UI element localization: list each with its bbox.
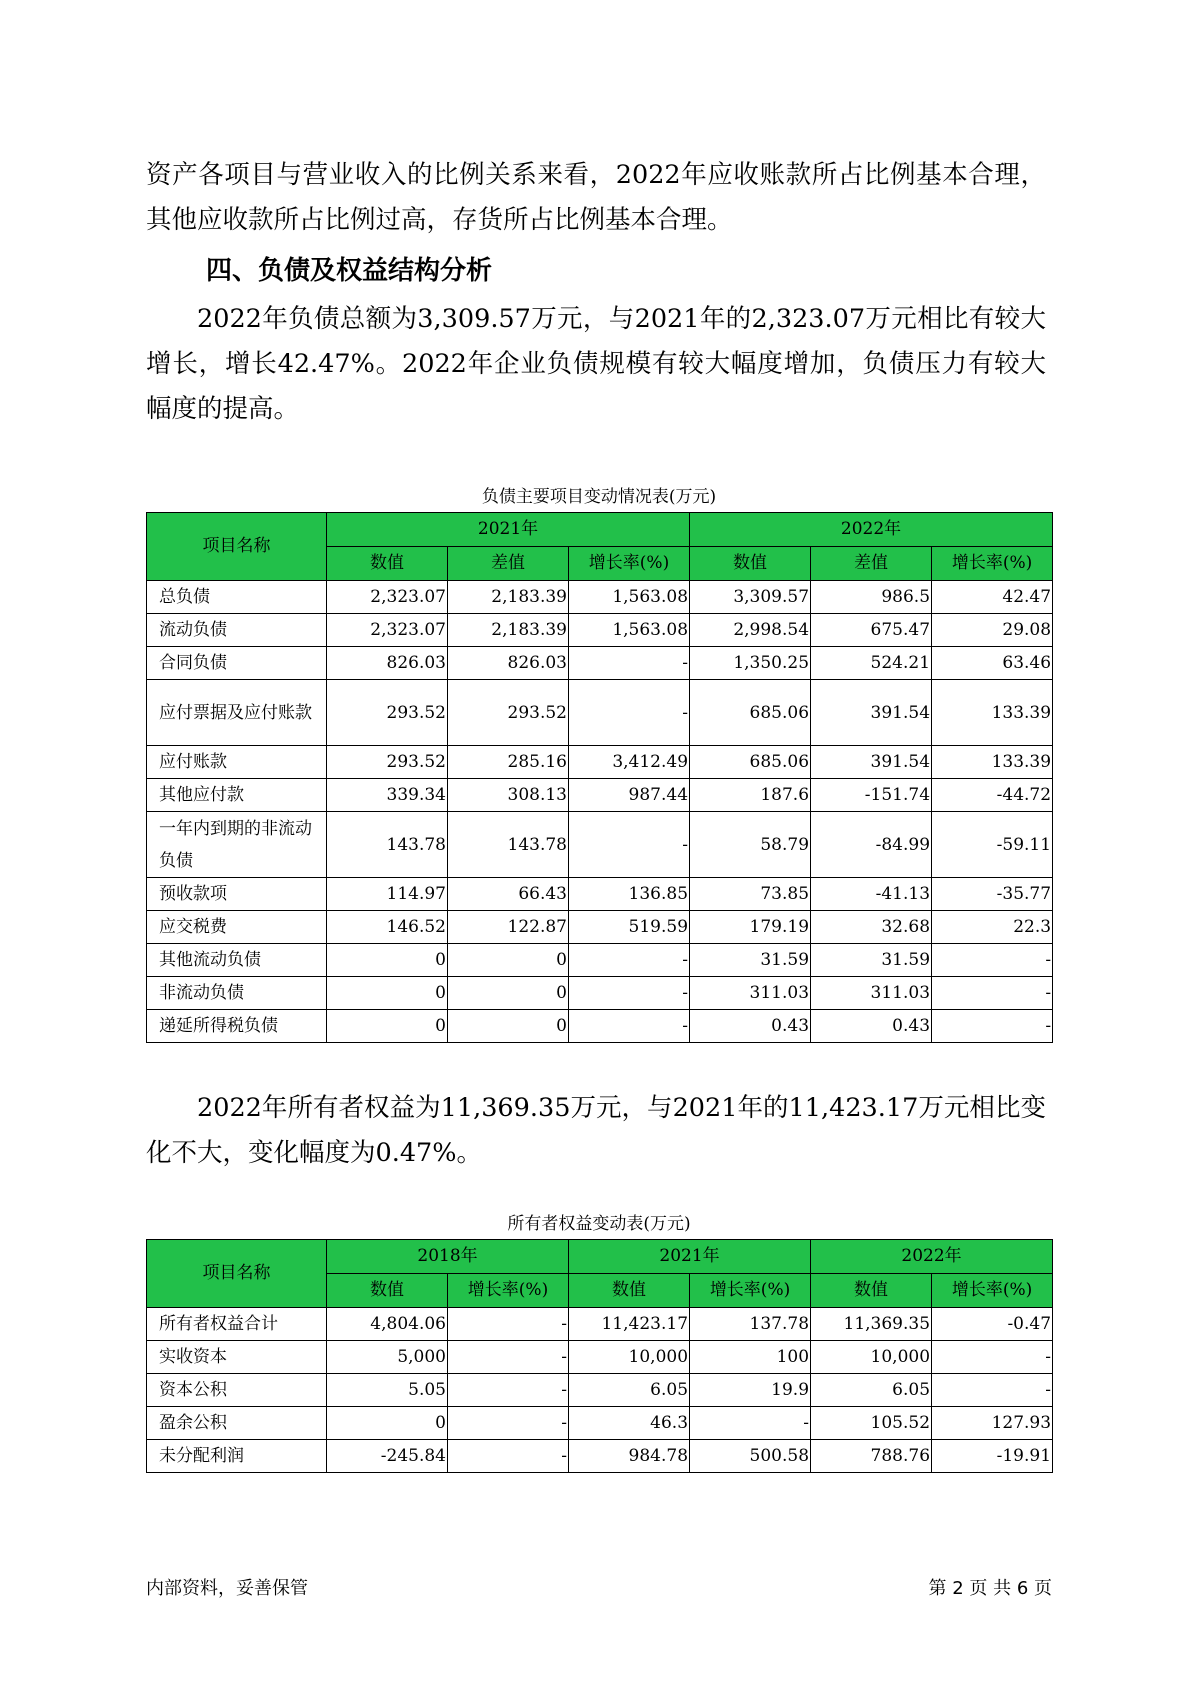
table-cell: 6.05 xyxy=(569,1374,690,1407)
table-row xyxy=(147,812,1053,878)
table-cell: 826.03 xyxy=(327,647,448,680)
table-cell: 66.43 xyxy=(448,878,569,911)
table-row xyxy=(147,1440,1053,1473)
table1-year-2021: 2021年 xyxy=(327,513,690,547)
table-cell: -84.99 xyxy=(811,812,932,878)
table-cell: - xyxy=(690,1407,811,1440)
table-cell: 10,000 xyxy=(569,1341,690,1374)
table-cell: 73.85 xyxy=(690,878,811,911)
table-cell: 285.16 xyxy=(448,746,569,779)
table-cell: 11,369.35 xyxy=(811,1308,932,1341)
table-cell: - xyxy=(569,977,690,1010)
table-cell: 143.78 xyxy=(327,812,448,878)
table-cell: 2,183.39 xyxy=(448,581,569,614)
table-cell: 5,000 xyxy=(327,1341,448,1374)
table1-sub-value: 数值 xyxy=(690,547,811,581)
table-cell: 31.59 xyxy=(811,944,932,977)
table-cell: 0.43 xyxy=(811,1010,932,1043)
table-cell: 114.97 xyxy=(327,878,448,911)
table-cell: -41.13 xyxy=(811,878,932,911)
table-cell: - xyxy=(448,1308,569,1341)
table-row xyxy=(147,911,1053,944)
table-cell: - xyxy=(448,1374,569,1407)
table-cell: - xyxy=(932,1374,1053,1407)
paragraph-asset-ratio: 资产各项目与营业收入的比例关系来看，2022年应收账款所占比例基本合理，其他应收款所占比例过高，存货所占比例基本合理。 xyxy=(146,160,1046,235)
footer-confidential: 内部资料，妥善保管 xyxy=(146,1578,308,1599)
liabilities-table xyxy=(146,512,1053,1043)
row-label: 应付票据及应付账款 xyxy=(147,680,327,746)
table1-sub-value: 数值 xyxy=(327,547,448,581)
table-cell: -35.77 xyxy=(932,878,1053,911)
table-cell: - xyxy=(448,1407,569,1440)
table-cell: 1,350.25 xyxy=(690,647,811,680)
table-cell: -245.84 xyxy=(327,1440,448,1473)
table-cell: 58.79 xyxy=(690,812,811,878)
row-label: 资本公积 xyxy=(147,1374,327,1407)
table-cell: 0 xyxy=(448,944,569,977)
table-cell: -151.74 xyxy=(811,779,932,812)
table-cell: -0.47 xyxy=(932,1308,1053,1341)
table-cell: 293.52 xyxy=(327,680,448,746)
table-row xyxy=(147,746,1053,779)
paragraph-liabilities: 2022年负债总额为3,309.57万元，与2021年的2,323.07万元相比有较大增长，增长42.47%。2022年企业负债规模有较大幅度增加，负债压力有较大幅度的提高。 xyxy=(146,304,1046,424)
table-cell: - xyxy=(569,812,690,878)
table-row xyxy=(147,581,1053,614)
table-cell: - xyxy=(569,944,690,977)
row-label: 其他应付款 xyxy=(147,779,327,812)
row-label: 预收款项 xyxy=(147,878,327,911)
table-cell: 311.03 xyxy=(690,977,811,1010)
equity-table xyxy=(146,1239,1053,1473)
table-cell: 2,183.39 xyxy=(448,614,569,647)
table-cell: 136.85 xyxy=(569,878,690,911)
section-heading: 四、负债及权益结构分析 xyxy=(206,256,493,286)
row-label: 流动负债 xyxy=(147,614,327,647)
table-cell: - xyxy=(932,1010,1053,1043)
table-cell: 293.52 xyxy=(448,680,569,746)
table-cell: 29.08 xyxy=(932,614,1053,647)
table-cell: 127.93 xyxy=(932,1407,1053,1440)
table-cell: 187.6 xyxy=(690,779,811,812)
table-cell: 2,323.07 xyxy=(327,581,448,614)
table-cell: -19.91 xyxy=(932,1440,1053,1473)
table-cell: - xyxy=(932,944,1053,977)
table-cell: 675.47 xyxy=(811,614,932,647)
table-row xyxy=(147,878,1053,911)
table-cell: 0 xyxy=(327,977,448,1010)
row-label: 所有者权益合计 xyxy=(147,1308,327,1341)
row-label: 实收资本 xyxy=(147,1341,327,1374)
table-row xyxy=(147,1407,1053,1440)
table-cell: 146.52 xyxy=(327,911,448,944)
table1-col-name: 项目名称 xyxy=(147,513,327,581)
table-cell: 2,998.54 xyxy=(690,614,811,647)
table-row xyxy=(147,1374,1053,1407)
table1-year-2022: 2022年 xyxy=(690,513,1053,547)
table-cell: -44.72 xyxy=(932,779,1053,812)
table-cell: 0 xyxy=(327,944,448,977)
row-label: 合同负债 xyxy=(147,647,327,680)
table2-sub-value: 数值 xyxy=(569,1274,690,1308)
row-label: 盈余公积 xyxy=(147,1407,327,1440)
row-label: 未分配利润 xyxy=(147,1440,327,1473)
table-cell: 2,323.07 xyxy=(327,614,448,647)
table-cell: 32.68 xyxy=(811,911,932,944)
table-cell: 133.39 xyxy=(932,746,1053,779)
table2-sub-value: 数值 xyxy=(811,1274,932,1308)
table-cell: 3,412.49 xyxy=(569,746,690,779)
table2-year-2018: 2018年 xyxy=(327,1240,569,1274)
table1-sub-diff: 差值 xyxy=(448,547,569,581)
table-cell: 519.59 xyxy=(569,911,690,944)
row-label: 其他流动负债 xyxy=(147,944,327,977)
table-cell: 986.5 xyxy=(811,581,932,614)
table-cell: 4,804.06 xyxy=(327,1308,448,1341)
table-cell: 311.03 xyxy=(811,977,932,1010)
table-row xyxy=(147,680,1053,746)
table2-col-name: 项目名称 xyxy=(147,1240,327,1308)
table-cell: 179.19 xyxy=(690,911,811,944)
table-row xyxy=(147,1308,1053,1341)
table-cell: 685.06 xyxy=(690,746,811,779)
table-cell: 1,563.08 xyxy=(569,614,690,647)
table1-header-row xyxy=(147,513,1053,547)
table-row xyxy=(147,1341,1053,1374)
table-cell: - xyxy=(932,1341,1053,1374)
table-cell: 391.54 xyxy=(811,746,932,779)
table-cell: 10,000 xyxy=(811,1341,932,1374)
table-cell: 122.87 xyxy=(448,911,569,944)
paragraph-equity: 2022年所有者权益为11,369.35万元，与2021年的11,423.17万元相比变化不大，变化幅度为0.47%。 xyxy=(146,1093,1046,1168)
table-cell: 31.59 xyxy=(690,944,811,977)
table2-caption: 所有者权益变动表(万元) xyxy=(507,1214,691,1234)
row-label: 总负债 xyxy=(147,581,327,614)
table-row xyxy=(147,944,1053,977)
table-cell: - xyxy=(569,647,690,680)
table-cell: 137.78 xyxy=(690,1308,811,1341)
table-cell: 391.54 xyxy=(811,680,932,746)
table-cell: 0.43 xyxy=(690,1010,811,1043)
table-row xyxy=(147,1010,1053,1043)
row-label: 一年内到期的非流动负债 xyxy=(147,812,327,878)
table2-sub-rate: 增长率(%) xyxy=(690,1274,811,1308)
table-cell: 788.76 xyxy=(811,1440,932,1473)
row-label: 递延所得税负债 xyxy=(147,1010,327,1043)
row-label: 应交税费 xyxy=(147,911,327,944)
table-cell: 11,423.17 xyxy=(569,1308,690,1341)
table1-sub-rate: 增长率(%) xyxy=(569,547,690,581)
table2-header-row xyxy=(147,1240,1053,1274)
table-cell: 500.58 xyxy=(690,1440,811,1473)
table2-sub-value: 数值 xyxy=(327,1274,448,1308)
table1-sub-rate: 增长率(%) xyxy=(932,547,1053,581)
table-cell: 0 xyxy=(327,1407,448,1440)
table2-sub-rate: 增长率(%) xyxy=(448,1274,569,1308)
table-cell: 0 xyxy=(327,1010,448,1043)
table-cell: 133.39 xyxy=(932,680,1053,746)
table-cell: 1,563.08 xyxy=(569,581,690,614)
table-cell: 42.47 xyxy=(932,581,1053,614)
table-cell: 105.52 xyxy=(811,1407,932,1440)
table-cell: 826.03 xyxy=(448,647,569,680)
table-row xyxy=(147,779,1053,812)
table-cell: 22.3 xyxy=(932,911,1053,944)
row-label: 应付账款 xyxy=(147,746,327,779)
table-cell: 5.05 xyxy=(327,1374,448,1407)
table-row xyxy=(147,647,1053,680)
table-cell: - xyxy=(448,1440,569,1473)
footer-page-number: 第 2 页 共 6 页 xyxy=(928,1578,1052,1599)
table-cell: 987.44 xyxy=(569,779,690,812)
table-cell: - xyxy=(932,977,1053,1010)
table-cell: 524.21 xyxy=(811,647,932,680)
table-cell: 19.9 xyxy=(690,1374,811,1407)
table-cell: 0 xyxy=(448,977,569,1010)
table-cell: 685.06 xyxy=(690,680,811,746)
table-cell: 293.52 xyxy=(327,746,448,779)
table-cell: 100 xyxy=(690,1341,811,1374)
table-cell: -59.11 xyxy=(932,812,1053,878)
table2-year-2021: 2021年 xyxy=(569,1240,811,1274)
table-cell: - xyxy=(569,1010,690,1043)
table-cell: 6.05 xyxy=(811,1374,932,1407)
table-row xyxy=(147,977,1053,1010)
table-cell: - xyxy=(569,680,690,746)
table1-caption: 负债主要项目变动情况表(万元) xyxy=(481,487,717,507)
table1-sub-diff: 差值 xyxy=(811,547,932,581)
table-cell: 3,309.57 xyxy=(690,581,811,614)
table2-sub-rate: 增长率(%) xyxy=(932,1274,1053,1308)
row-label: 非流动负债 xyxy=(147,977,327,1010)
table2-year-2022: 2022年 xyxy=(811,1240,1053,1274)
table-row xyxy=(147,614,1053,647)
table-cell: 46.3 xyxy=(569,1407,690,1440)
table-cell: 0 xyxy=(448,1010,569,1043)
table-cell: 339.34 xyxy=(327,779,448,812)
table-cell: 63.46 xyxy=(932,647,1053,680)
table-cell: 308.13 xyxy=(448,779,569,812)
table-cell: 143.78 xyxy=(448,812,569,878)
table-cell: - xyxy=(448,1341,569,1374)
table-cell: 984.78 xyxy=(569,1440,690,1473)
